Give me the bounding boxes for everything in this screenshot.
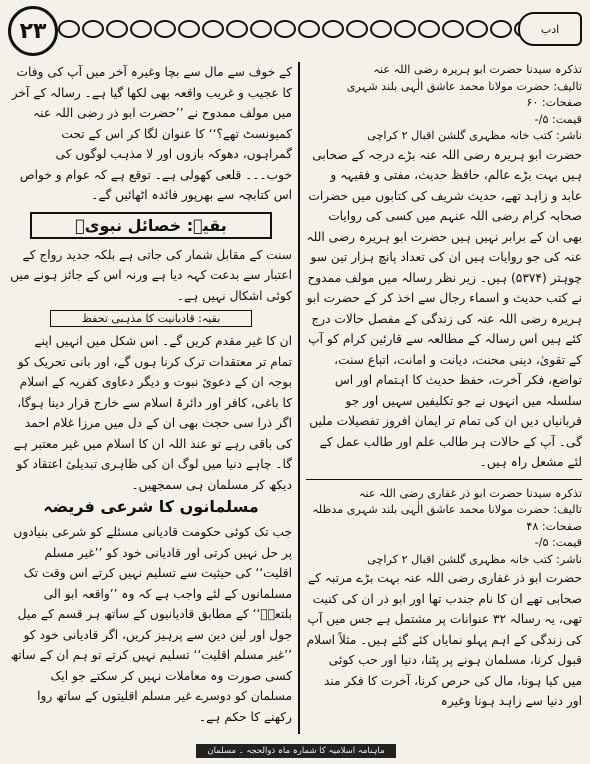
- review-author: تالیف: حضرت مولانا محمد عاشق الٰہی بلند شہری: [346, 79, 582, 93]
- review-pages: صفحات: ۴۸: [526, 519, 582, 533]
- divider-line: [306, 479, 582, 480]
- review-pages: صفحات: ۶۰: [526, 96, 582, 109]
- section-box-title: بقیہ: قادیانیت کا مذہبی تحفظ: [50, 310, 252, 327]
- review-price: قیمت: ۵/-: [534, 536, 582, 549]
- book-review: [306, 62, 582, 473]
- column-divider: [298, 62, 300, 734]
- footer-strip: ماہنامہ اسلامیہ کا شمارہ ماہ ذوالحجہ ۔ مسلمان: [196, 744, 396, 758]
- book-review: [306, 486, 582, 712]
- review-title: تذکرہ سیدنا حضرت ابو ذر غفاری رضی اللہ عنہ: [358, 486, 582, 500]
- decorative-border: [58, 16, 528, 42]
- paragraph: جب تک کوئی حکومت قادیانی مسئلے کو شرعی بنیادوں پر حل نہیں کرتی اور قادیانی خود کو ’’غیر مسلم اقلیت‘‘ کی حیثیت سے تسلیم نہیں کرتے اس وقت تک مسلمانوں کے لئے واجب ہے کہ وہ ’’واقعہ ابو الی بلتعہؓ‘‘ کے مطابق قادیانیوں کے ساتھ ہر قسم کے میل جول اور لین دین سے پرہیز کریں، اگر قادیانی خود کو ’’غیر مسلم اقلیت‘‘ تسلیم نہیں کرتے تو ہم ان کے ساتھ کسی صورت وہ معاملات نہیں کر سکتے جو ایک مسلمان کو دوسرے غیر مسلم اقلیتوں کے ساتھ روا رکھنے کا حکم ہے۔: [10, 525, 292, 724]
- section-heading: مسلمانوں کا شرعی فریضہ: [43, 497, 259, 516]
- header-bar: [8, 6, 582, 56]
- paragraph: کے خوف سے مال سے بچا وغیرہ آخر میں آپ کی وفات کا عجیب و غریب واقعہ بھی لکھا گیا ہے۔ رسالہ کے آخر میں مولف ممدوح نے ’’حضرت ابو ذر رضی اللہ عنہ کمیونسٹ تھے؟‘‘ کا عنوان لگا کر اس کے تحت گمراہوں، دھوکہ بازوں اور لا مذہب لوگوں کی خوب۔۔۔ قلعی کھولی ہے۔ توقع ہے کہ عوام و خواص اس کتابچہ سے بھرپور فائدہ اٹھائیں گے۔: [11, 65, 292, 202]
- left-column: [10, 62, 292, 734]
- paragraph: سنت کے مقابل شمار کی جاتی ہے بلکہ جدید رواج کے اعتبار سے بدعت کہہ دیا ہے ورنہ اس کے جائز ہونے میں کوئی اشکال نہیں ہے۔: [10, 247, 292, 303]
- section-box-title: بقیہ: خصائل نبویؐ: [30, 212, 272, 239]
- review-author: تالیف: حضرت مولانا محمد عاشق الٰہی بلند شہری مدظلہ: [312, 503, 582, 516]
- review-publisher: ناشر: کتب خانہ مظہری گلشن اقبال ۲ کراچی: [367, 129, 582, 142]
- right-column: [306, 62, 582, 734]
- review-body: حضرت ابو ہریرہ رضی اللہ عنہ بڑے درجہ کے صحابی ہیں بہت بڑے عالم، حافظ حدیث، مفتی و فقیہہ و عابد و زاہد تھے، حدیث شریف کی کتابوں میں حضرات صحابہ کرام رضی اللہ عنہم میں کسی کی روایات بھی ان کے برابر نہیں ہیں حضرت ابو ہریرہ رضی اللہ عنہ کی جو روایات ہیں ان کی تعداد پانچ ہزار تین سو چوہتر (۵۳۷۴) ہیں۔ زیر نظر رسالہ میں مولف ممدوح نے کتب حدیث و اسماء رجال سے اخذ کر کے حضرت ابو ہریرہ رضی اللہ عنہ کی زندگی کے مفصل حالات درج کئے ہیں اس رسالہ کے مطالعہ سے قارئین کرام کو آپ کے تقویٰ، دینی محنت، دیانت و امانت، اتباع سنت، تواضع، فکر آخرت، حفظ حدیث کا اہتمام اور اس سلسلہ میں انہوں نے جو تکلیفیں سہیں اور جو قربانیاں دیں ان کی تمام تر ایمان افروز تفصیلات ملیں گی۔ آپ کے حالات ہر طالب علم اور طالب عمل کے لئے مشعل راہ ہیں۔: [306, 147, 582, 469]
- section-tag: ادب: [518, 12, 582, 46]
- review-title: تذکرہ سیدنا حضرت ابو ہریرہ رضی اللہ عنہ: [373, 63, 582, 76]
- review-body: حضرت ابو ذر غفاری رضی اللہ عنہ بہت بڑے مرتبہ کے صحابی تھے ان کا نام جندب تھا اور ابو ذر ان کی کنیت تھی، یہ رسالہ ۳۲ عنوانات پر مشتمل ہے جس میں آپ کی زندگی کے اہم پہلو نمایاں کئے گئے ہیں۔ مثلاً اسلام قبول کرنا، مسلمان ہونے پر پٹنا، دنیا اور حب کوئی میں کیا ہونا، مال کی حرص کرنا، آخرت کا فکر مند اور دنیا سے زاہد ہونا وغیرہ: [306, 571, 582, 708]
- page-number: ۲۳: [8, 6, 58, 56]
- review-price: قیمت: ۵/-: [534, 112, 582, 126]
- paragraph: ان کا غیر مقدم کریں گے۔ اس شکل میں انہیں اپنے تمام تر معتقدات ترک کرنا ہوں گے، اور بانی تحریک کو بوجہ ان کے دعوئ نبوت و دیگر دعاوی کفریہ کے اسلام کا باغی، کافر اور دائرۂ اسلام سے خارج قرار دینا ہوگا، اگر ذرا سی حجت بھی ان کے دل میں مرزا غلام احمد کی باقی رہے تو عند اللہ ان کا اسلام میں غیر معتبر ہے گا۔ چاہے دنیا میں لوگ ان کی ظاہری تبدیلیٔ اعتقاد کو دیکھ کر مسلمان ہی سمجھیں۔: [13, 334, 292, 492]
- review-publisher: ناشر: کتب خانہ مظہری گلشن اقبال ۲ کراچی: [367, 552, 582, 566]
